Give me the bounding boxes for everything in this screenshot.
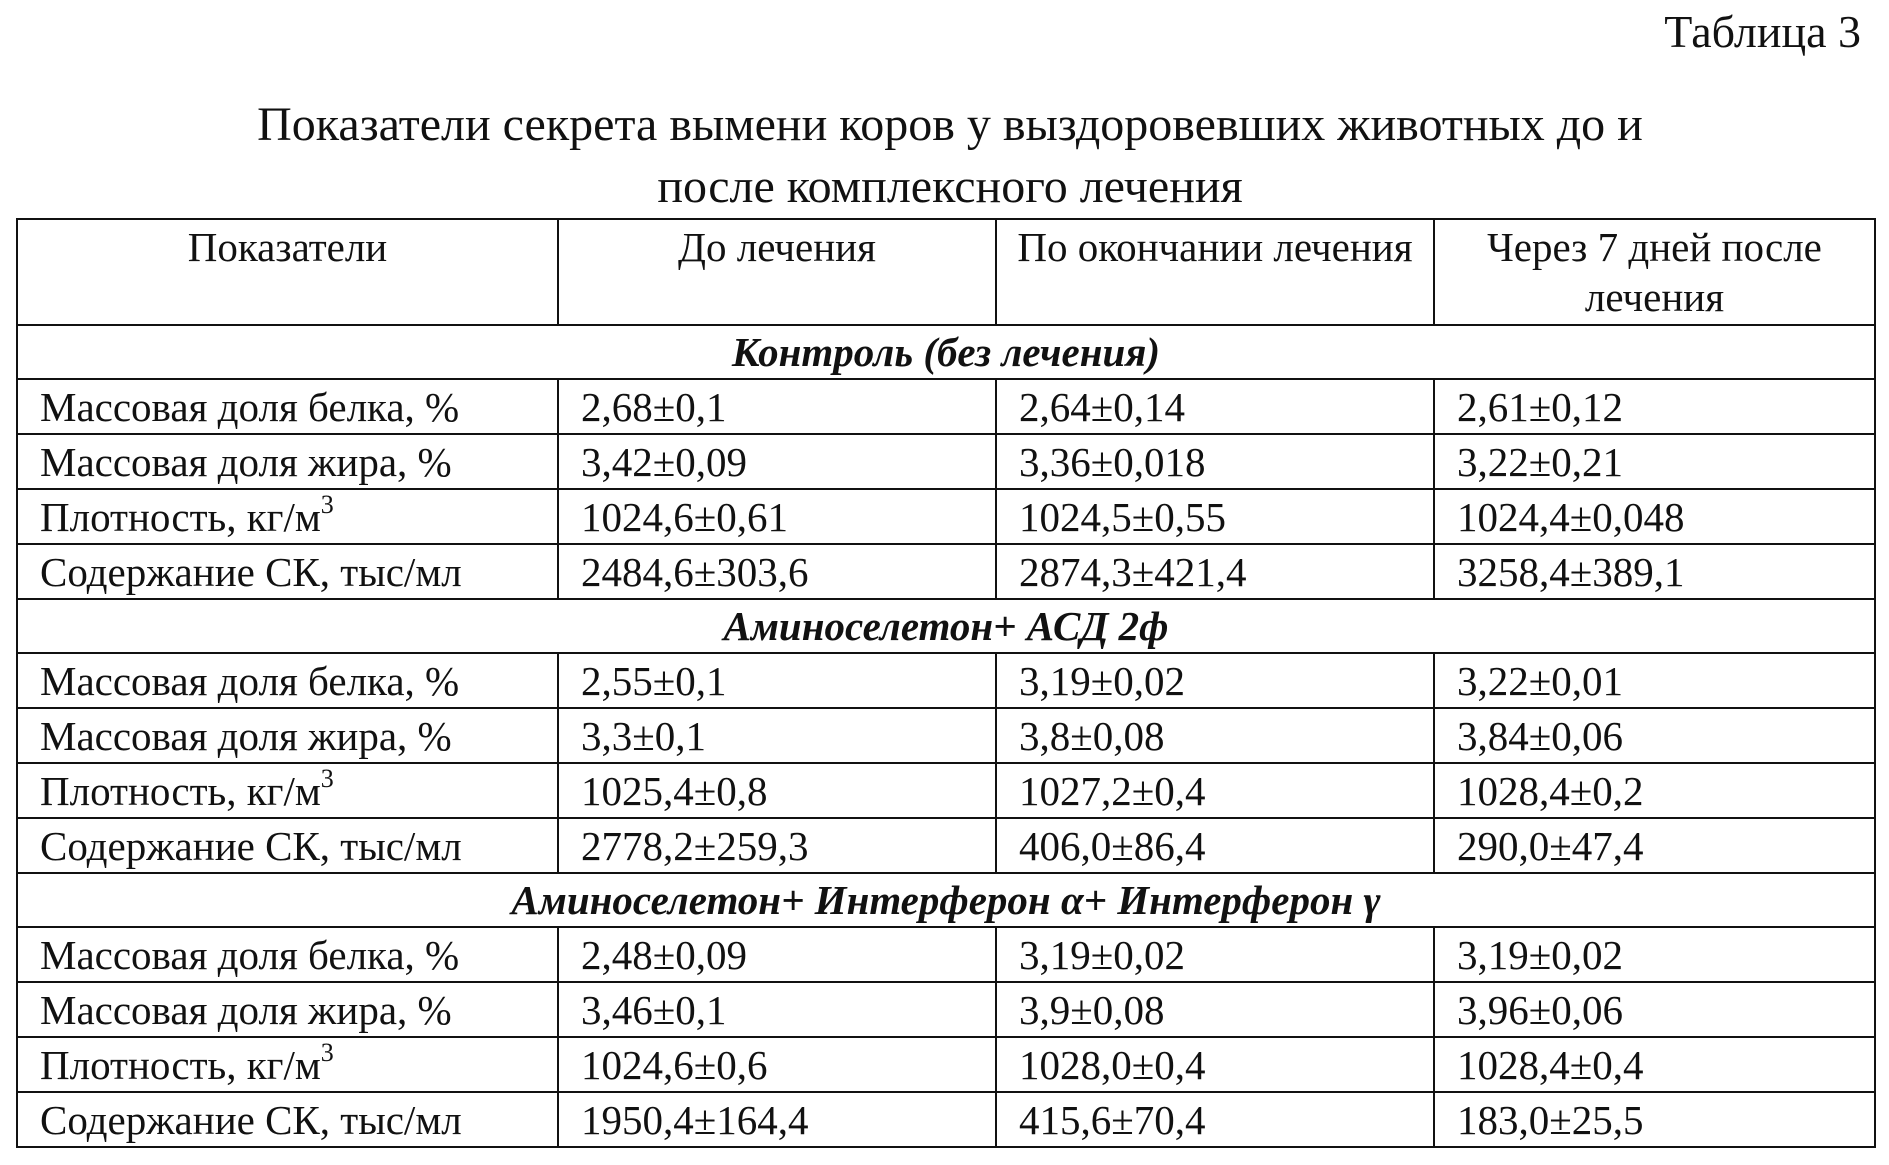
- value-cell: 406,0±86,4: [996, 818, 1434, 873]
- value-cell: 1024,5±0,55: [996, 489, 1434, 544]
- value-cell: 3,22±0,01: [1434, 653, 1875, 708]
- table-caption: [150, 94, 1750, 218]
- row-label-cell: [17, 763, 558, 818]
- value-cell: 3,8±0,08: [996, 708, 1434, 763]
- value-cell: 2,48±0,09: [558, 927, 996, 982]
- value-cell: 3,9±0,08: [996, 982, 1434, 1037]
- value-cell: 1950,4±164,4: [558, 1092, 996, 1147]
- value-cell: 3,19±0,02: [996, 653, 1434, 708]
- row-label-cell: [17, 379, 558, 434]
- value-cell: 3,42±0,09: [558, 434, 996, 489]
- value-cell: 2874,3±421,4: [996, 544, 1434, 599]
- row-label-cell: [17, 818, 558, 873]
- table-row: [17, 544, 1875, 599]
- group-row: [17, 873, 1875, 927]
- header-row: [17, 219, 1875, 325]
- value-cell: 3,19±0,02: [996, 927, 1434, 982]
- results-table: [16, 218, 1876, 1148]
- table-row: [17, 708, 1875, 763]
- row-label: Массовая доля жира, %: [40, 712, 452, 759]
- table-row: [17, 434, 1875, 489]
- header-before-treatment: До лечения: [558, 219, 996, 325]
- header-indicator: Показатели: [17, 219, 558, 325]
- row-label: Массовая доля жира, %: [40, 438, 452, 485]
- caption-line-1: Показатели секрета вымени коров у выздоровевших животных до и: [257, 98, 1643, 151]
- group-title: Контроль (без лечения): [17, 325, 1875, 379]
- row-label-cell: [17, 653, 558, 708]
- group-row: [17, 599, 1875, 653]
- row-label-cell: [17, 708, 558, 763]
- table-row: [17, 653, 1875, 708]
- unit-exponent: 3: [320, 1037, 334, 1067]
- value-cell: 3,3±0,1: [558, 708, 996, 763]
- row-label-cell: [17, 489, 558, 544]
- row-label: Массовая доля белка, %: [40, 931, 460, 978]
- value-cell: 3258,4±389,1: [1434, 544, 1875, 599]
- value-cell: 3,22±0,21: [1434, 434, 1875, 489]
- row-label: Содержание СК, тыс/мл: [40, 1096, 462, 1143]
- value-cell: 2,64±0,14: [996, 379, 1434, 434]
- table-number: Таблица 3: [1664, 6, 1861, 57]
- row-label-cell: [17, 1037, 558, 1092]
- value-cell: 290,0±47,4: [1434, 818, 1875, 873]
- value-cell: 1024,6±0,6: [558, 1037, 996, 1092]
- row-label: Плотность, кг/м: [40, 767, 321, 814]
- value-cell: 3,96±0,06: [1434, 982, 1875, 1037]
- row-label: Массовая доля жира, %: [40, 986, 452, 1033]
- value-cell: 2778,2±259,3: [558, 818, 996, 873]
- value-cell: 183,0±25,5: [1434, 1092, 1875, 1147]
- row-label-cell: [17, 434, 558, 489]
- row-label-cell: [17, 927, 558, 982]
- row-label-cell: [17, 1092, 558, 1147]
- row-label: Содержание СК, тыс/мл: [40, 548, 462, 595]
- unit-exponent: 3: [320, 763, 334, 793]
- value-cell: 1028,4±0,2: [1434, 763, 1875, 818]
- row-label: Содержание СК, тыс/мл: [40, 822, 462, 869]
- row-label-cell: [17, 544, 558, 599]
- group-row: [17, 325, 1875, 379]
- row-label: Массовая доля белка, %: [40, 657, 460, 704]
- value-cell: 1025,4±0,8: [558, 763, 996, 818]
- header-7-days-after: Через 7 дней после лечения: [1434, 219, 1875, 325]
- row-label: Массовая доля белка, %: [40, 383, 460, 430]
- value-cell: 1027,2±0,4: [996, 763, 1434, 818]
- table-row: [17, 1092, 1875, 1147]
- group-title: Аминоселетон+ АСД 2ф: [17, 599, 1875, 653]
- table-row: [17, 1037, 1875, 1092]
- row-label: Плотность, кг/м: [40, 1041, 321, 1088]
- caption-line-2: после комплексного лечения: [657, 160, 1243, 213]
- table-row: [17, 763, 1875, 818]
- value-cell: 1028,4±0,4: [1434, 1037, 1875, 1092]
- value-cell: 3,46±0,1: [558, 982, 996, 1037]
- row-label-cell: [17, 982, 558, 1037]
- value-cell: 1024,6±0,61: [558, 489, 996, 544]
- value-cell: 2,68±0,1: [558, 379, 996, 434]
- value-cell: 3,19±0,02: [1434, 927, 1875, 982]
- value-cell: 415,6±70,4: [996, 1092, 1434, 1147]
- value-cell: 3,84±0,06: [1434, 708, 1875, 763]
- table-row: [17, 927, 1875, 982]
- header-end-of-treatment: По окончании лечения: [996, 219, 1434, 325]
- value-cell: 1028,0±0,4: [996, 1037, 1434, 1092]
- value-cell: 2,61±0,12: [1434, 379, 1875, 434]
- group-title: Аминоселетон+ Интерферон α+ Интерферон γ: [17, 873, 1875, 927]
- table-body: [17, 325, 1875, 1147]
- value-cell: 2484,6±303,6: [558, 544, 996, 599]
- value-cell: 1024,4±0,048: [1434, 489, 1875, 544]
- table-row: [17, 379, 1875, 434]
- table-row: [17, 818, 1875, 873]
- unit-exponent: 3: [320, 489, 334, 519]
- table-row: [17, 982, 1875, 1037]
- row-label: Плотность, кг/м: [40, 493, 321, 540]
- table-row: [17, 489, 1875, 544]
- value-cell: 2,55±0,1: [558, 653, 996, 708]
- value-cell: 3,36±0,018: [996, 434, 1434, 489]
